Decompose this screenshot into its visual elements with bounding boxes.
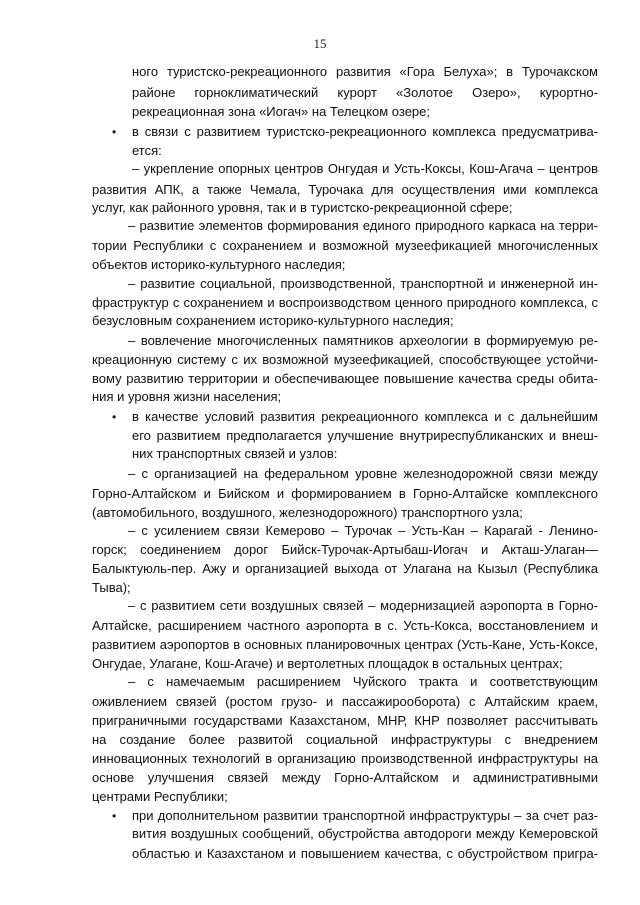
bullet-marker: •	[112, 410, 117, 424]
text-line: ния и уровня жизни населения;	[92, 389, 282, 404]
bullet-marker: •	[112, 125, 117, 139]
text-line: безусловным сохранением историко-культурного наследия;	[92, 313, 454, 328]
text-line: районе горноклиматический курорт «Золотое Озеро», курортно-	[132, 85, 598, 100]
text-line: ется:	[132, 143, 162, 158]
text-line: – с намечаемым расширением Чуйского тракта и соответствующим	[128, 674, 598, 689]
text-line: приграничными государствами Казахстаном, МНР, КНР позволяет рассчитывать	[92, 713, 598, 728]
text-line: вому развитию территории и обеспечивающее повышение качества среды обита-	[92, 371, 598, 386]
text-line: горск; соединением дорог Бийск-Турочак-Артыбаш-Иогач и Акташ-Улаган—	[92, 542, 598, 557]
text-line: них транспортных связей и узлов:	[132, 446, 338, 461]
text-line: рекреационная зона «Иогач» на Телецком озере;	[132, 104, 431, 119]
text-line: – укрепление опорных центров Онгудая и Усть-Коксы, Кош-Агача – центров	[132, 161, 598, 176]
text-line: областью и Казахстаном и повышением качества, с обустройством пригра-	[132, 846, 598, 861]
text-line: Онгудае, Улагане, Кош-Агаче) и вертолетных площадок в остальных центрах;	[92, 656, 563, 671]
text-line: Горно-Алтайском и Бийском и формированием в Горно-Алтайске комплексного	[92, 486, 598, 501]
text-line: в качестве условий развития рекреационного комплекса и с дальнейшим	[132, 409, 598, 424]
text-line: центрами Республики;	[92, 789, 228, 804]
text-line: (автомобильного, воздушного, железнодорожного) транспортного узла;	[92, 505, 523, 520]
text-line: основе улучшения связей между Горно-Алтайском и административными	[92, 770, 598, 785]
bullet-marker: •	[112, 809, 117, 823]
text-line: при дополнительном развитии транспортной инфраструктуры – за счет раз-	[132, 808, 598, 823]
text-line: инновационных технологий в организацию производственной инфраструктуры на	[92, 751, 598, 766]
text-line: – с организацией на федеральном уровне железнодорожной связи между	[128, 466, 598, 481]
text-line: креационную систему с их возможной музеефикацией, способствующее устойчи-	[92, 352, 598, 367]
text-line: оживлением связей (ростом грузо- и пассажирооборота) с Алтайским краем,	[92, 694, 598, 709]
text-line: – с усилением связи Кемерово – Турочак – Усть-Кан – Карагай - Ленино-	[128, 523, 598, 538]
text-line: – развитие элементов формирования единого природного каркаса на терри-	[128, 218, 598, 233]
text-line: – с развитием сети воздушных связей – модернизацией аэропорта в Горно-	[128, 598, 598, 613]
text-line: – развитие социальной, производственной, транспортной и инженерной ин-	[128, 276, 598, 291]
text-line: ного туристско-рекреационного развития «Гора Белуха»; в Турочакском	[132, 64, 598, 79]
text-line: – вовлечение многочисленных памятников археологии в формируемую ре-	[128, 333, 598, 348]
text-line: на создание более развитой социальной инфраструктуры с внедрением	[92, 732, 598, 747]
text-line: услуг, как районного уровня, так и в туристско-рекреационной сфере;	[92, 200, 513, 215]
text-line: Тыва);	[92, 580, 131, 595]
text-line: Алтайске, расширением частного аэропорта в с. Усть-Кокса, восстановлением и	[92, 618, 598, 633]
text-line: тории Республики с сохранением и возможной музеефикацией многочисленных	[92, 238, 598, 253]
text-line: его развитием предполагается улучшение внутриреспубликанских и внеш-	[132, 428, 598, 443]
text-line: в связи с развитием туристско-рекреационного комплекса предусматрива-	[132, 124, 598, 139]
text-line: вития воздушных сообщений, обустройства автодороги между Кемеровской	[132, 826, 598, 841]
text-line: развитием аэропортов в основных планировочных центрах (Усть-Кане, Усть-Коксе,	[92, 637, 598, 652]
text-line: фраструктур с сохранением и воспроизводством ценного природного комплекса, с	[92, 295, 598, 310]
page-number: 15	[313, 36, 327, 51]
text-line: Балыктуюль-пер. Ажу и организацией выхода от Улагана на Кызыл (Республика	[92, 561, 598, 576]
text-line: объектов историко-культурного наследия;	[92, 257, 346, 272]
text-line: развития АПК, а также Чемала, Турочака для осуществления ими комплекса	[92, 182, 598, 197]
